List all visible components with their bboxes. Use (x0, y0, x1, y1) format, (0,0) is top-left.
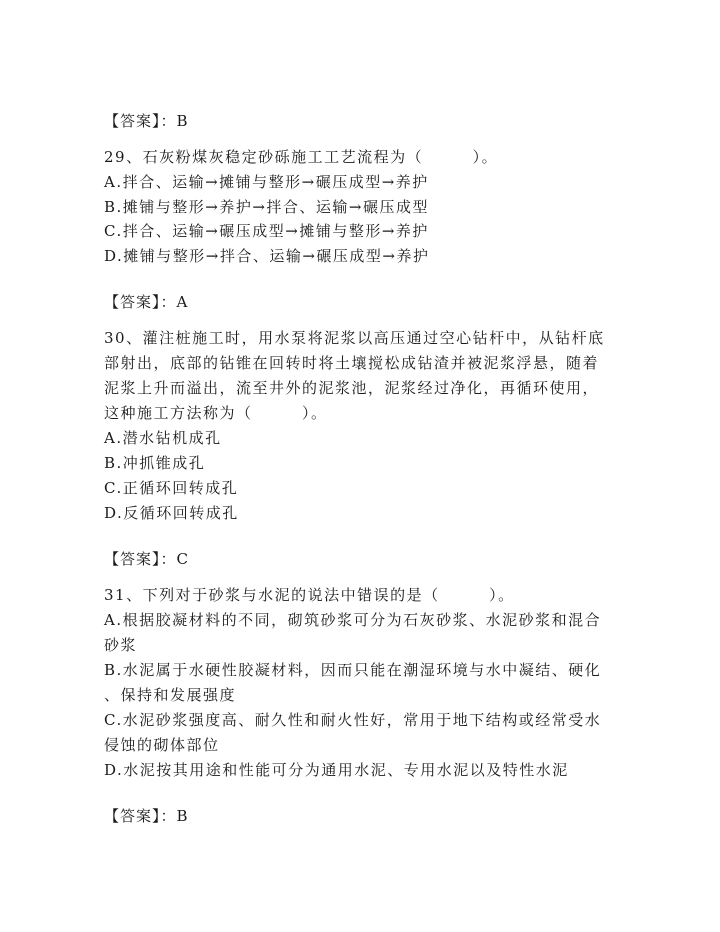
question-31-text: 31、下列对于砂浆与水泥的说法中错误的是（ ）。 (104, 586, 515, 604)
question-30-line-3: 泥浆上升而溢出，流至井外的泥浆池，泥浆经过净化，再循环使用， (104, 379, 600, 397)
option-31-d: D.水泥按其用途和性能可分为通用水泥、专用水泥以及特性水泥 (104, 761, 569, 779)
option-29-d: D.摊铺与整形→拌合、运输→碾压成型→养护 (104, 247, 430, 265)
question-30-line-1: 30、灌注桩施工时，用水泵将泥浆以高压通过空心钻杆中，从钻杆底 (104, 329, 605, 347)
option-29-a: A.拌合、运输→摊铺与整形→碾压成型→养护 (104, 173, 429, 191)
question-30-line-2: 部射出，底部的钻锥在回转时将土壤搅松成钻渣并被泥浆浮悬，随着 (104, 354, 600, 372)
option-30-c: C.正循环回转成孔 (104, 479, 239, 497)
option-30-d: D.反循环回转成孔 (104, 504, 239, 522)
option-30-a: A.潜水钻机成孔 (104, 429, 222, 447)
option-31-a-line-2: 砂浆 (104, 636, 138, 654)
option-29-b: B.摊铺与整形→养护→拌合、运输→碾压成型 (104, 198, 429, 216)
answer-label: 【答案】：B (104, 112, 189, 130)
answer-label: 【答案】：B (104, 807, 189, 825)
answer-label: 【答案】：C (104, 550, 189, 568)
option-31-c-line-2: 侵蚀的砌体部位 (104, 736, 220, 754)
option-31-b-line-2: 、保持和发展强度 (104, 686, 237, 704)
answer-label: 【答案】：A (104, 293, 189, 311)
question-29-text: 29、石灰粉煤灰稳定砂砾施工工艺流程为（ ）。 (104, 148, 499, 166)
option-31-a-line-1: A.根据胶凝材料的不同，砌筑砂浆可分为石灰砂浆、水泥砂浆和混合 (104, 611, 602, 629)
question-30-line-4: 这种施工方法称为（ ）。 (104, 404, 328, 422)
option-31-b-line-1: B.水泥属于水硬性胶凝材料，因而只能在潮湿环境与水中凝结、硬化 (104, 661, 602, 679)
option-30-b: B.冲抓锥成孔 (104, 454, 206, 472)
option-31-c-line-1: C.水泥砂浆强度高、耐久性和耐火性好，常用于地下结构或经常受水 (104, 711, 602, 729)
option-29-c: C.拌合、运输→碾压成型→摊铺与整形→养护 (104, 222, 429, 240)
